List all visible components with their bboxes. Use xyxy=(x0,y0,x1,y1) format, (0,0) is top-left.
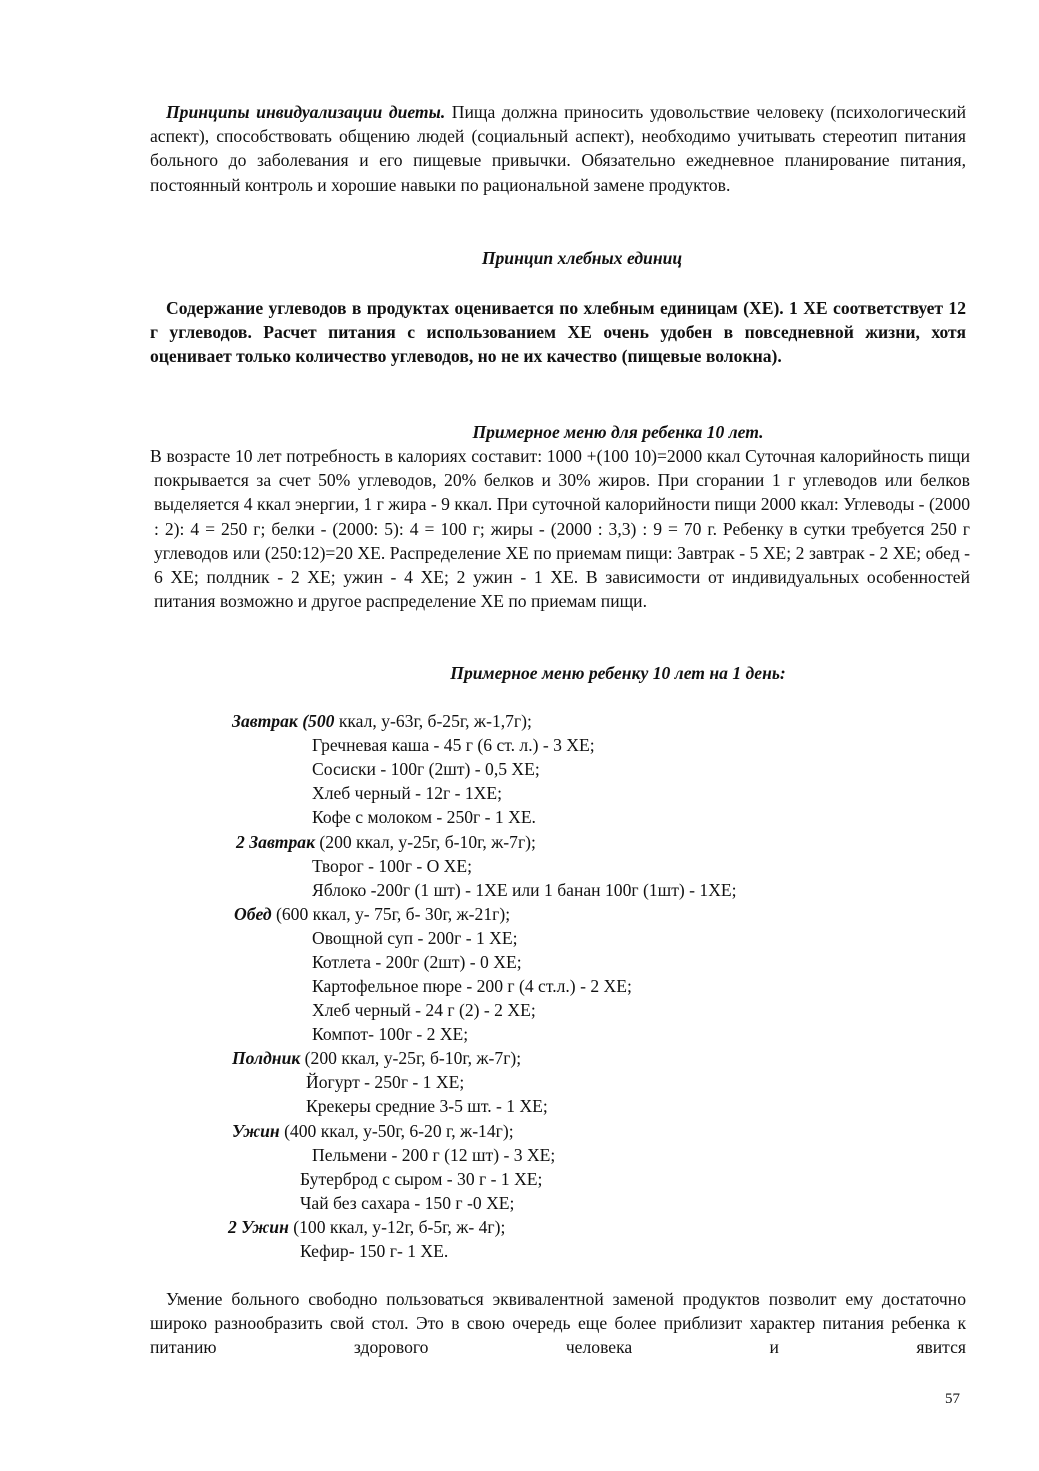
heading-daily-menu: Примерное меню ребенку 10 лет на 1 день: xyxy=(450,663,786,683)
meal-afternoon-snack: Полдник (200 ккал, у-25г, б-10г, ж-7г); xyxy=(232,1048,522,1068)
menu-item: Кофе с молоком - 250г - 1 ХЕ. xyxy=(312,807,536,827)
heading-sample-menu: Примерное меню для ребенка 10 лет. xyxy=(472,422,764,442)
menu-item: Кефир- 150 г- 1 ХЕ. xyxy=(300,1241,449,1261)
menu-item: Сосиски - 100г (2шт) - 0,5 ХЕ; xyxy=(312,759,540,779)
menu-item: Чай без сахара - 150 г -0 ХЕ; xyxy=(300,1193,515,1213)
menu-item: Крекеры средние 3-5 шт. - 1 ХЕ; xyxy=(306,1096,548,1116)
paragraph-bread-units: Содержание углеводов в продуктах оценивается по хлебным единицам (ХЕ). 1 ХЕ соответствует 12 г углеводов. Расчет питания с использованием ХЕ очень удобен в повседневной жизни, хотя оценивает только количество углеводов, но не их качество (пищевые волокна). xyxy=(150,298,966,367)
paragraph-conclusion: Умение больного свободно пользоваться эквивалентной заменой продуктов позволит ему достаточно широко разнообразить свой стол. Это в свою очередь еще более приблизит характер питания ребенка к питанию здорового человека и явится xyxy=(150,1289,966,1358)
menu-item: Йогурт - 250г - 1 ХЕ; xyxy=(306,1072,465,1092)
paragraph-lead: Принципы инвидуализации диеты. xyxy=(166,102,446,122)
menu-item: Бутерброд с сыром - 30 г - 1 ХЕ; xyxy=(300,1169,543,1189)
page-number: 57 xyxy=(945,1391,960,1407)
menu-item: Яблоко -200г (1 шт) - 1ХЕ или 1 банан 100г (1шт) - 1ХЕ; xyxy=(312,880,737,900)
menu-item: Овощной суп - 200г - 1 ХЕ; xyxy=(312,928,518,948)
menu-item: Пельмени - 200 г (12 шт) - 3 ХЕ; xyxy=(312,1145,556,1165)
paragraph-text: Пища должна приносить удовольствие человеку (психологический аспект), способствовать общению людей (социальный аспект), необходимо учитывать стереотип питания больного до заболевания и его пищевые привычки. Обязательно ежедневное планирование питания, постоянный контроль и хорошие навыки по рациональной замене продуктов. xyxy=(150,102,966,195)
meal-second-dinner: 2 Ужин (100 ккал, у-12г, б-5г, ж- 4г); xyxy=(228,1217,506,1237)
meal-second-breakfast: 2 Завтрак (200 ккал, у-25г, б-10г, ж-7г); xyxy=(236,832,536,852)
menu-item: Картофельное пюре - 200 г (4 ст.л.) - 2 ХЕ; xyxy=(312,976,632,996)
menu-item: Котлета - 200г (2шт) - 0 ХЕ; xyxy=(312,952,522,972)
menu-item: Творог - 100г - О ХЕ; xyxy=(312,856,473,876)
menu-item: Компот- 100г - 2 ХЕ; xyxy=(312,1024,469,1044)
heading-bread-units: Принцип хлебных единиц xyxy=(481,248,683,268)
menu-item: Хлеб черный - 12г - 1ХЕ; xyxy=(312,783,503,803)
paragraph-diet-individualization xyxy=(150,100,966,197)
meal-lunch: Обед (600 ккал, у- 75г, б- 30г, ж-21г); xyxy=(234,904,511,924)
meal-breakfast: Завтрак (500 ккал, у-63г, б-25г, ж-1,7г); xyxy=(232,711,532,731)
menu-item: Хлеб черный - 24 г (2) - 2 ХЕ; xyxy=(312,1000,536,1020)
meal-dinner: Ужин (400 ккал, у-50г, 6-20 г, ж-14г); xyxy=(232,1121,514,1141)
paragraph-calories: В возрасте 10 лет потребность в калориях составит: 1000 +(100 10)=2000 ккал Суточная калорийность пищи покрывается за счет 50% углеводов, 20% белков и 30% жиров. При сгорании 1 г углеводов или белков выделяется 4 ккал энергии, 1 г жира - 9 ккал. При суточной калорийности пищи 2000 ккал: Углеводы - (2000 : 2): 4 = 250 г; белки - (2000: 5): 4 = 100 г; жиры - (2000 : 3,3) : 9 = 70 г. Ребенку в сутки требуется 250 г углеводов или (250:12)=20 ХЕ. Распределение ХЕ по приемам пищи: Завтрак - 5 ХЕ; 2 завтрак - 2 ХЕ; обед - 6 ХЕ; полдник - 2 ХЕ; ужин - 4 ХЕ; 2 ужин - 1 ХЕ. В зависимости от индивидуальных особенностей питания возможно и другое распределение ХЕ по приемам пищи. xyxy=(150,446,970,612)
menu-item: Гречневая каша - 45 г (6 ст. л.) - 3 ХЕ; xyxy=(312,735,595,755)
